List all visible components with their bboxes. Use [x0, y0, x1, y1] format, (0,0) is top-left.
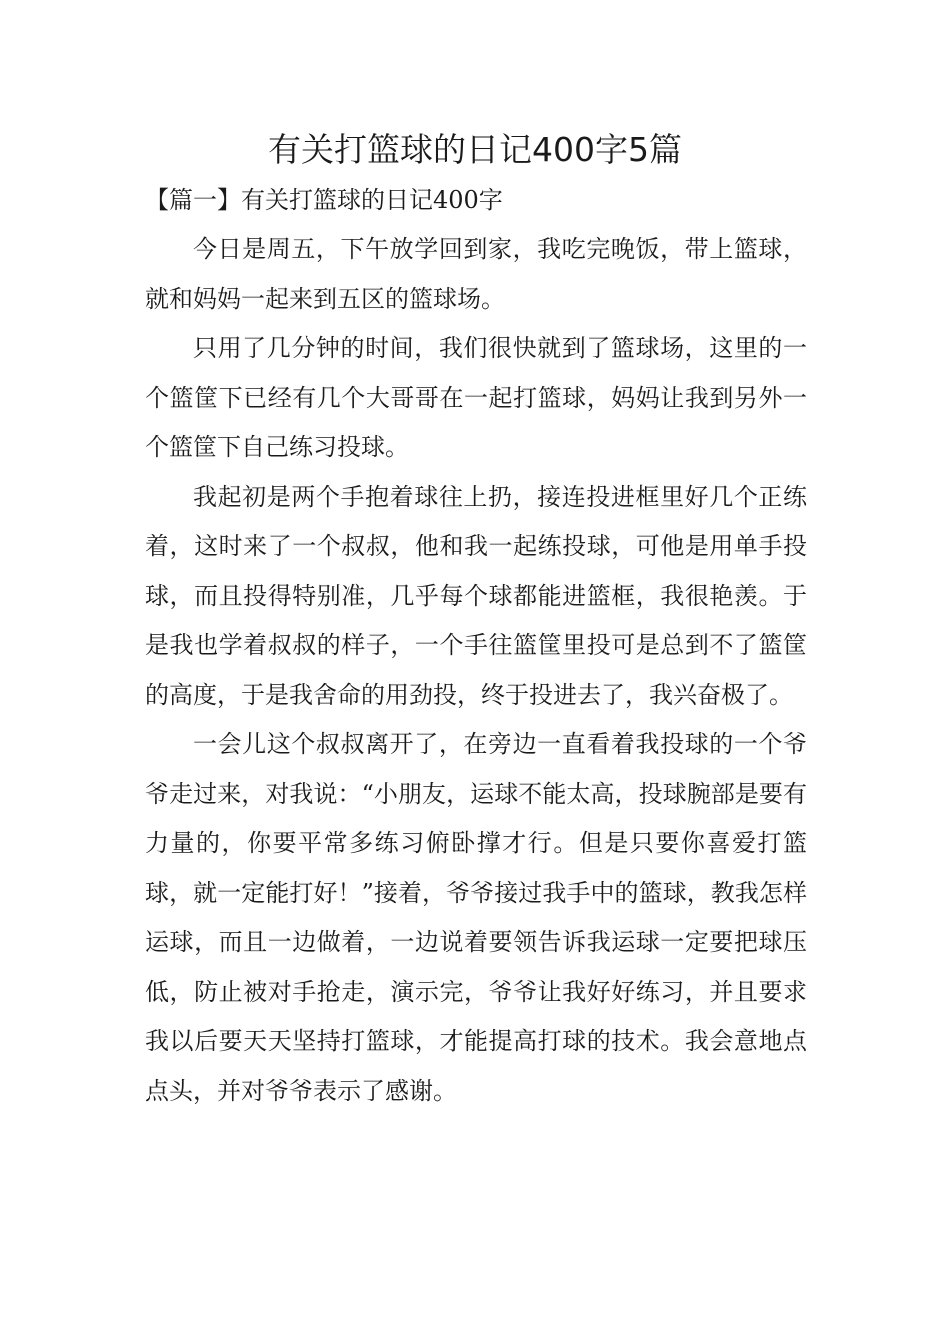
paragraph: 只用了几分钟的时间，我们很快就到了篮球场，这里的一个篮筐下已经有几个大哥哥在一起打篮球，妈妈让我到另外一个篮筐下自己练习投球。	[145, 334, 807, 461]
paragraph: 今日是周五，下午放学回到家，我吃完晚饭，带上篮球，就和妈妈一起来到五区的篮球场。	[145, 235, 807, 313]
paragraph: 我起初是两个手抱着球往上扔，接连投进框里好几个正练着，这时来了一个叔叔，他和我一起练投球，可他是用单手投球，而且投得特别准，几乎每个球都能进篮框，我很艳羡。于是我也学着叔叔的样子，一个手往篮筐里投可是总到不了篮筐的高度，于是我舍命的用劲投，终于投进去了，我兴奋极了。	[145, 482, 807, 709]
paragraph: 一会儿这个叔叔离开了，在旁边一直看着我投球的一个爷爷走过来，对我说：“小朋友，运球不能太高，投球腕部是要有力量的，你要平常多练习俯卧撑才行。但是只要你喜爱打篮球，就一定能打好！”接着，爷爷接过我手中的篮球，教我怎样运球，而且一边做着，一边说着要领告诉我运球一定要把球压低，防止被对手抢走，演示完，爷爷让我好好练习，并且要求我以后要天天坚持打篮球，才能提高打球的技术。我会意地点点头，并对爷爷表示了感谢。	[145, 730, 807, 1105]
section-heading: 【篇一】有关打篮球的日记400字	[145, 186, 503, 214]
article-body	[145, 225, 807, 1116]
document-title: 有关打篮球的日记400字5篇	[268, 130, 682, 169]
